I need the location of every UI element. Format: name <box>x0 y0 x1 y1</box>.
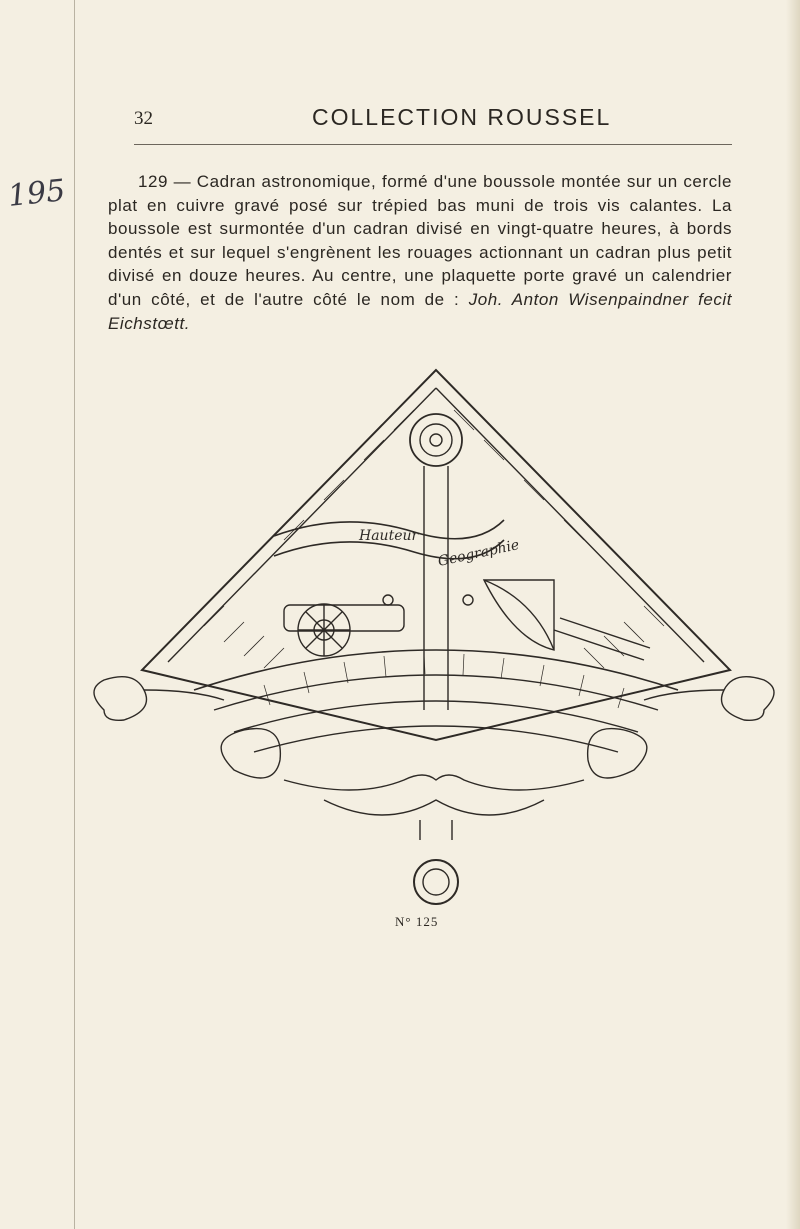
entry-text: 129 — Cadran astronomique, formé d'une boussole montée sur un cercle plat en cuivre gravé posé sur trépied bas muni de trois vis calantes. La boussole est surmontée d'un cadran divisé en vingt-quatre heures, à bords dentés et sur lequel s'engrènent les rouages actionnant un cadran plus petit divisé en douze heures. Au centre, une plaquette porte gravé un calendrier d'un côté, et de l'autre côté le nom de : <box>108 172 732 309</box>
page-edge <box>786 0 800 1229</box>
running-title: COLLECTION ROUSSEL <box>312 104 612 130</box>
engraving-illustration <box>84 360 784 920</box>
figure-caption: N° 125 <box>395 914 439 929</box>
maker-inscription: Joh. Anton Wisenpaindner fecit Eichstœtt. <box>108 289 732 333</box>
page-number: 32 <box>134 108 153 129</box>
engraving-label-hauteur: Hauteur <box>359 528 419 544</box>
engraving-label-geographie: Geographie <box>436 537 521 570</box>
margin-rule <box>74 0 75 1229</box>
entry-paragraph <box>108 170 732 335</box>
margin-handwritten-note: 195 <box>6 173 67 214</box>
catalogue-entry <box>108 170 732 335</box>
page-header <box>134 104 732 145</box>
